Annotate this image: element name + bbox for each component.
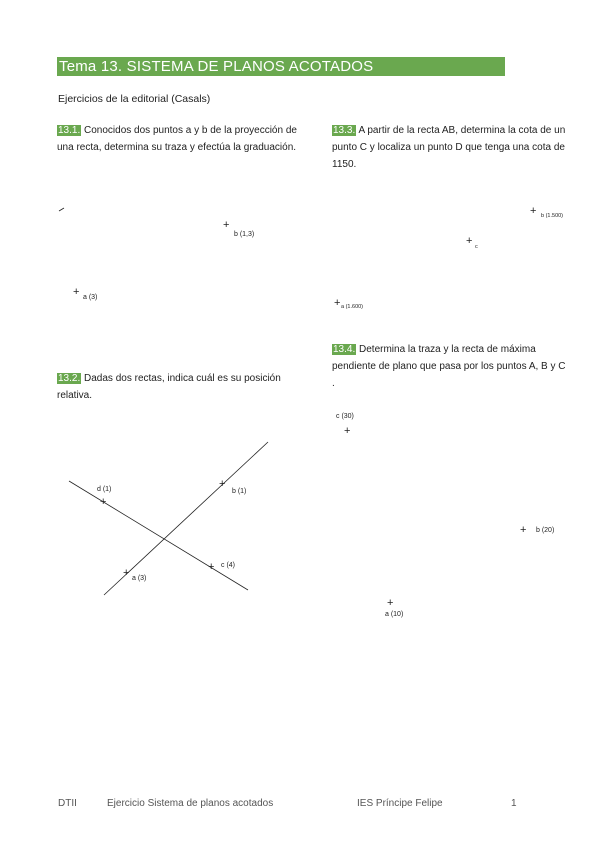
exercise-number: 13.4. <box>333 344 356 355</box>
point-b-label: b (1,3) <box>234 231 255 238</box>
point-b2-marker: + <box>219 478 226 490</box>
point-b3-marker: + <box>530 205 537 217</box>
exercise-text: Determina la traza y la recta de máxima pendiente de plano que pasa por los puntos A, B y C . <box>332 344 566 389</box>
point-b2-label: b (1) <box>232 488 247 495</box>
point-d-label: d (1) <box>97 486 112 493</box>
point-c2-label: c (4) <box>221 562 235 569</box>
point-a-label: a (3) <box>83 294 98 301</box>
point-a2-label: a (3) <box>132 575 147 582</box>
exercise-number: 13.1. <box>58 125 81 136</box>
exercise-13-4 <box>332 341 568 392</box>
point-a4-marker: + <box>387 597 394 609</box>
footer-page-number: 1 <box>511 798 517 809</box>
point-a3-marker: + <box>334 297 341 309</box>
point-c2-marker: + <box>208 561 215 573</box>
exercise-text: A partir de la recta AB, determina la cota de un punto C y localiza un punto D que tenga una cota de 1150. <box>332 125 566 170</box>
point-a-marker: + <box>73 286 80 298</box>
point-c4-label: c (30) <box>336 413 354 420</box>
point-c3-marker: + <box>466 235 473 247</box>
exercise-13-3 <box>332 122 567 173</box>
footer-school: IES Príncipe Felipe <box>357 798 443 809</box>
point-d-marker: + <box>100 496 107 508</box>
footer-subject: DTII <box>58 798 77 809</box>
exercise-number: 13.2. <box>58 373 81 384</box>
point-b4-marker: + <box>520 524 527 536</box>
point-c4-marker: + <box>344 425 351 437</box>
line-dc <box>69 478 248 590</box>
stray-mark <box>59 208 64 211</box>
exercise-text: Dadas dos rectas, indica cuál es su posición relativa. <box>57 373 281 401</box>
point-b3-label: b (1.500) <box>541 213 564 219</box>
point-a4-label: a (10) <box>385 611 404 618</box>
page-title: Tema 13. SISTEMA DE PLANOS ACOTADOS <box>57 57 505 76</box>
point-b4-label: b (20) <box>536 527 555 534</box>
exercise-number: 13.3. <box>333 125 356 136</box>
point-a2-marker: + <box>123 567 130 579</box>
footer-document: Ejercicio Sistema de planos acotados <box>107 798 274 809</box>
point-c3-label: c <box>475 244 478 250</box>
point-b-marker: + <box>223 219 230 231</box>
exercise-text: Conocidos dos puntos a y b de la proyección de una recta, determina su traza y efectúa la graduación. <box>57 125 297 153</box>
page-subtitle: Ejercicios de la editorial (Casals) <box>58 93 211 105</box>
point-a3-label: a (1.600) <box>341 304 364 310</box>
